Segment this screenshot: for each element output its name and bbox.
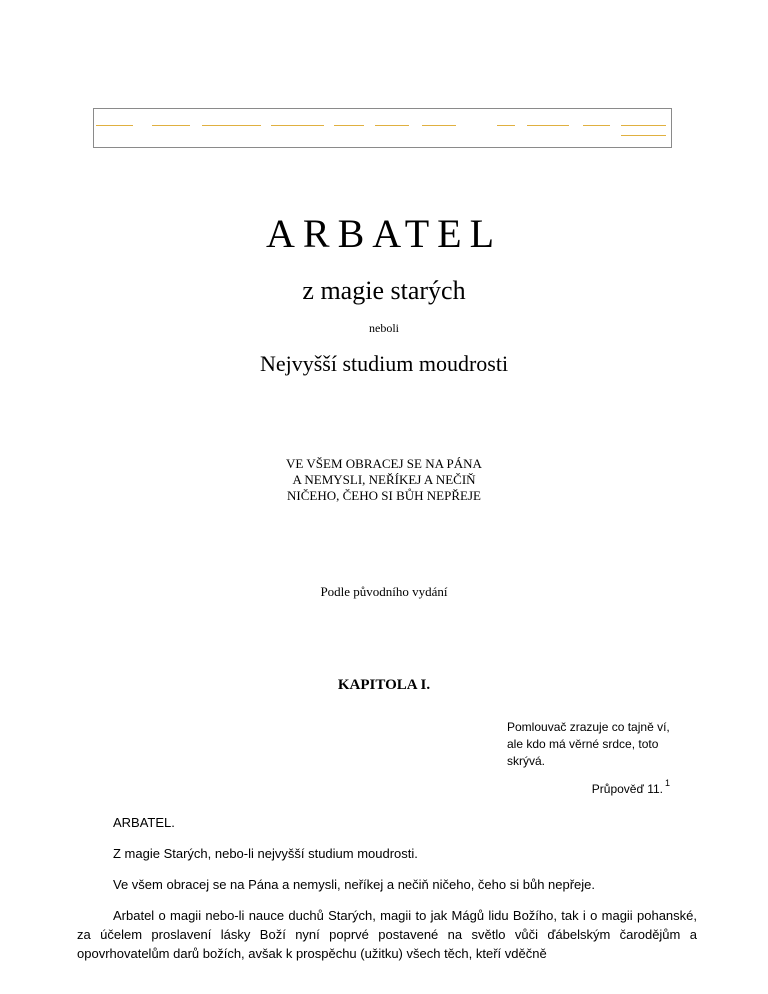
- header-rule: [96, 125, 133, 126]
- paragraph: Z magie Starých, nebo-li nejvyšší studium moudrosti.: [113, 846, 418, 861]
- header-box: [93, 108, 672, 148]
- connector-word: neboli: [369, 321, 399, 335]
- epigraph-source-text: Průpověď 11.: [591, 782, 663, 796]
- edition-note: Podle původního vydání: [320, 584, 448, 599]
- motto-line: NIČEHO, ČEHO SI BŮH NEPŘEJE: [287, 488, 481, 503]
- header-rule: [271, 125, 324, 126]
- header-rule: [621, 135, 666, 136]
- document-subtitle: z magie starých: [302, 276, 466, 305]
- header-rule: [334, 125, 364, 126]
- header-rule: [497, 125, 515, 126]
- epigraph-source: [591, 778, 670, 797]
- header-rule: [375, 125, 409, 126]
- paragraph: ARBATEL.: [113, 815, 175, 830]
- document-title: ARBATEL: [266, 211, 502, 256]
- chapter-heading: KAPITOLA I.: [337, 677, 431, 693]
- paragraph: Ve všem obracej se na Pána a nemysli, neříkej a nečiň ničeho, čeho si bůh nepřeje.: [113, 877, 596, 892]
- motto-line: VE VŠEM OBRACEJ SE NA PÁNA: [286, 456, 482, 471]
- header-rule: [621, 125, 666, 126]
- header-rule: [152, 125, 190, 126]
- header-rule: [583, 125, 610, 126]
- footnote-mark[interactable]: 1: [664, 778, 670, 788]
- alternate-title: Nejvyšší studium moudrosti: [259, 351, 509, 376]
- motto-line: A NEMYSLI, NEŘÍKEJ A NEČIŇ: [292, 472, 476, 487]
- motto: [0, 456, 768, 504]
- header-rule: [202, 125, 261, 126]
- header-rule: [422, 125, 456, 126]
- epigraph-text: Pomlouvač zrazuje co tajně ví, ale kdo má věrné srdce, toto skrývá.: [507, 720, 670, 768]
- paragraph: Arbatel o magii nebo-li nauce duchů Starých, magii to jak Mágů lidu Božího, tak i o magii pohanské, za účelem proslavení lásky Boží nyní poprvé postavené na světlo vůči ďábelským čarodějům a opovrhovatelům darů božích, avšak k prospěchu (užitku) všech těch, kteří vděčně: [77, 908, 697, 961]
- header-rule: [527, 125, 569, 126]
